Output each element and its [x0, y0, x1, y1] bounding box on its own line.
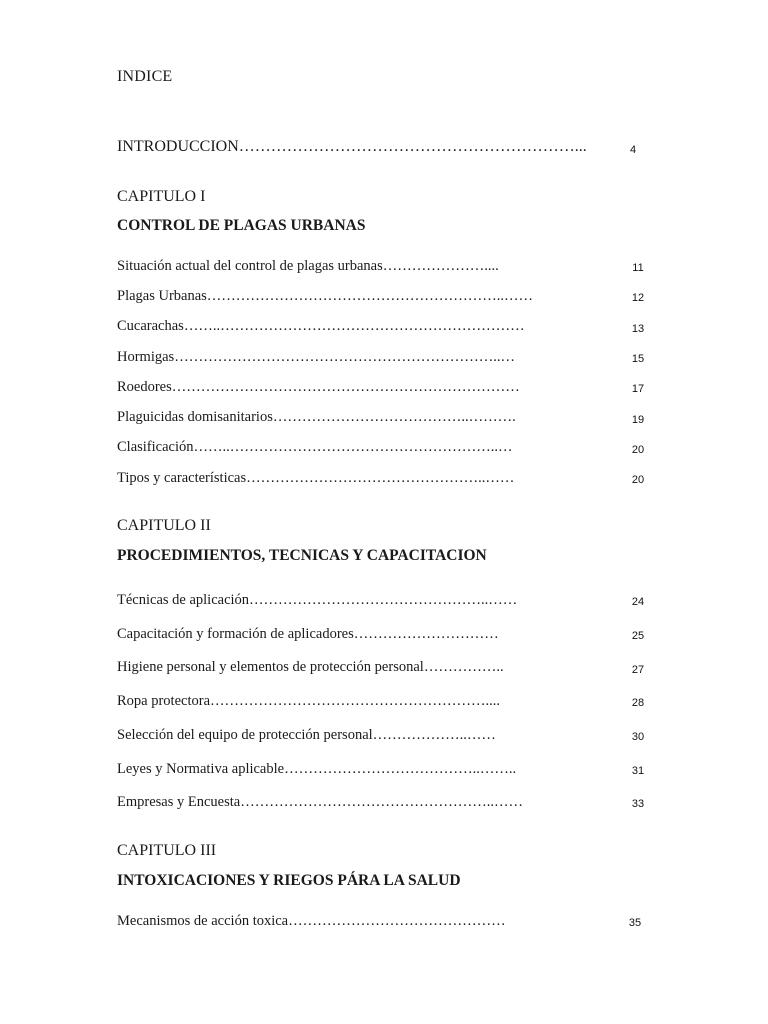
entry-leader-dots: ………………………………………………………... — [238, 138, 587, 155]
entry-page-number: 24 — [631, 596, 645, 608]
entry-page-number: 13 — [631, 323, 645, 335]
entry-page-number: 25 — [631, 630, 645, 642]
entry-page-number: 28 — [631, 697, 645, 709]
entry-leader-dots: …………….. — [423, 659, 504, 675]
toc-entry — [117, 439, 513, 456]
entry-label: Plagas Urbanas — [117, 288, 207, 304]
toc-entry — [117, 258, 499, 275]
toc-entry — [117, 349, 515, 366]
entry-page-number: 12 — [631, 292, 645, 304]
entry-leader-dots: ………………………… — [353, 626, 499, 642]
entry-label: INTRODUCCION — [117, 138, 239, 155]
toc-entry — [117, 913, 506, 930]
entry-leader-dots: ……………………………………………………………… — [171, 379, 520, 395]
toc-entry — [117, 659, 504, 676]
entry-page-number: 30 — [631, 731, 645, 743]
chapter-number: CAPITULO III — [117, 842, 217, 859]
toc-entry — [117, 727, 496, 744]
entry-label: Mecanismos de acción toxica — [117, 913, 289, 929]
toc-entry — [117, 318, 525, 335]
chapter-title: PROCEDIMIENTOS, TECNICAS Y CAPACITACION — [117, 547, 487, 564]
entry-label: Plaguicidas domisanitarios — [117, 409, 273, 425]
chapter-title: INTOXICACIONES Y RIEGOS PÁRA LA SALUD — [117, 872, 461, 889]
entry-label: Cucarachas — [117, 318, 184, 334]
entry-leader-dots: …………………………………………………………..… — [174, 349, 515, 365]
toc-entry — [117, 470, 514, 487]
entry-leader-dots: …………………………………………..…… — [249, 592, 518, 608]
entry-leader-dots: …………………………………..………. — [272, 409, 516, 425]
toc-entry — [117, 379, 520, 396]
toc-entry — [117, 288, 533, 305]
entry-leader-dots: ………………….... — [382, 258, 499, 274]
entry-leader-dots: ……………………………………… — [288, 913, 506, 929]
entry-label: Clasificación — [117, 439, 194, 455]
toc-entry — [117, 761, 516, 778]
entry-page-number: 11 — [632, 262, 644, 274]
entry-leader-dots: ……..……………………………………………………… — [183, 318, 525, 334]
toc-entry — [117, 794, 523, 811]
entry-leader-dots: …………………………………………..…… — [246, 470, 515, 486]
entry-page-number: 33 — [631, 798, 645, 810]
entry-label: Tipos y características — [117, 470, 247, 486]
entry-page-number: 17 — [631, 383, 645, 395]
toc-entry-introduccion — [117, 138, 587, 156]
entry-label: Ropa protectora — [117, 693, 211, 709]
entry-label: Roedores — [117, 379, 172, 395]
entry-page-number: 19 — [631, 414, 645, 426]
entry-label: Higiene personal y elementos de protección personal — [117, 659, 424, 675]
entry-leader-dots: …………………………………..…….. — [284, 761, 517, 777]
entry-label: Situación actual del control de plagas urbanas — [117, 258, 383, 274]
entry-leader-dots: ……………………………………………..…… — [240, 794, 523, 810]
entry-leader-dots: ……..………………………………………………..… — [193, 439, 513, 455]
chapter-number: CAPITULO I — [117, 188, 206, 205]
entry-label: Leyes y Normativa aplicable — [117, 761, 285, 777]
toc-entry — [117, 693, 500, 710]
toc-entry — [117, 409, 516, 426]
entry-page-number: 35 — [628, 917, 642, 929]
entry-label: Capacitación y formación de aplicadores — [117, 626, 354, 642]
entry-label: Selección del equipo de protección personal — [117, 727, 373, 743]
entry-leader-dots: ……………………………………………………..…… — [206, 288, 534, 304]
chapter-title: CONTROL DE PLAGAS URBANAS — [117, 217, 366, 234]
toc-entry — [117, 626, 499, 643]
entry-label: Empresas y Encuesta — [117, 794, 241, 810]
entry-page-number: 20 — [631, 474, 645, 486]
chapter-number: CAPITULO II — [117, 517, 211, 534]
entry-page-number: 31 — [631, 765, 645, 777]
toc-heading: INDICE — [117, 68, 173, 85]
entry-page-number: 15 — [631, 353, 645, 365]
entry-page-number: 4 — [629, 144, 637, 156]
entry-page-number: 20 — [631, 444, 645, 456]
entry-label: Hormigas — [117, 349, 175, 365]
entry-page-number: 27 — [631, 664, 645, 676]
entry-label: Técnicas de aplicación — [117, 592, 250, 608]
entry-leader-dots: ………………..…… — [372, 727, 496, 743]
toc-entry — [117, 592, 517, 609]
entry-leader-dots: ………………………………………………….... — [210, 693, 501, 709]
